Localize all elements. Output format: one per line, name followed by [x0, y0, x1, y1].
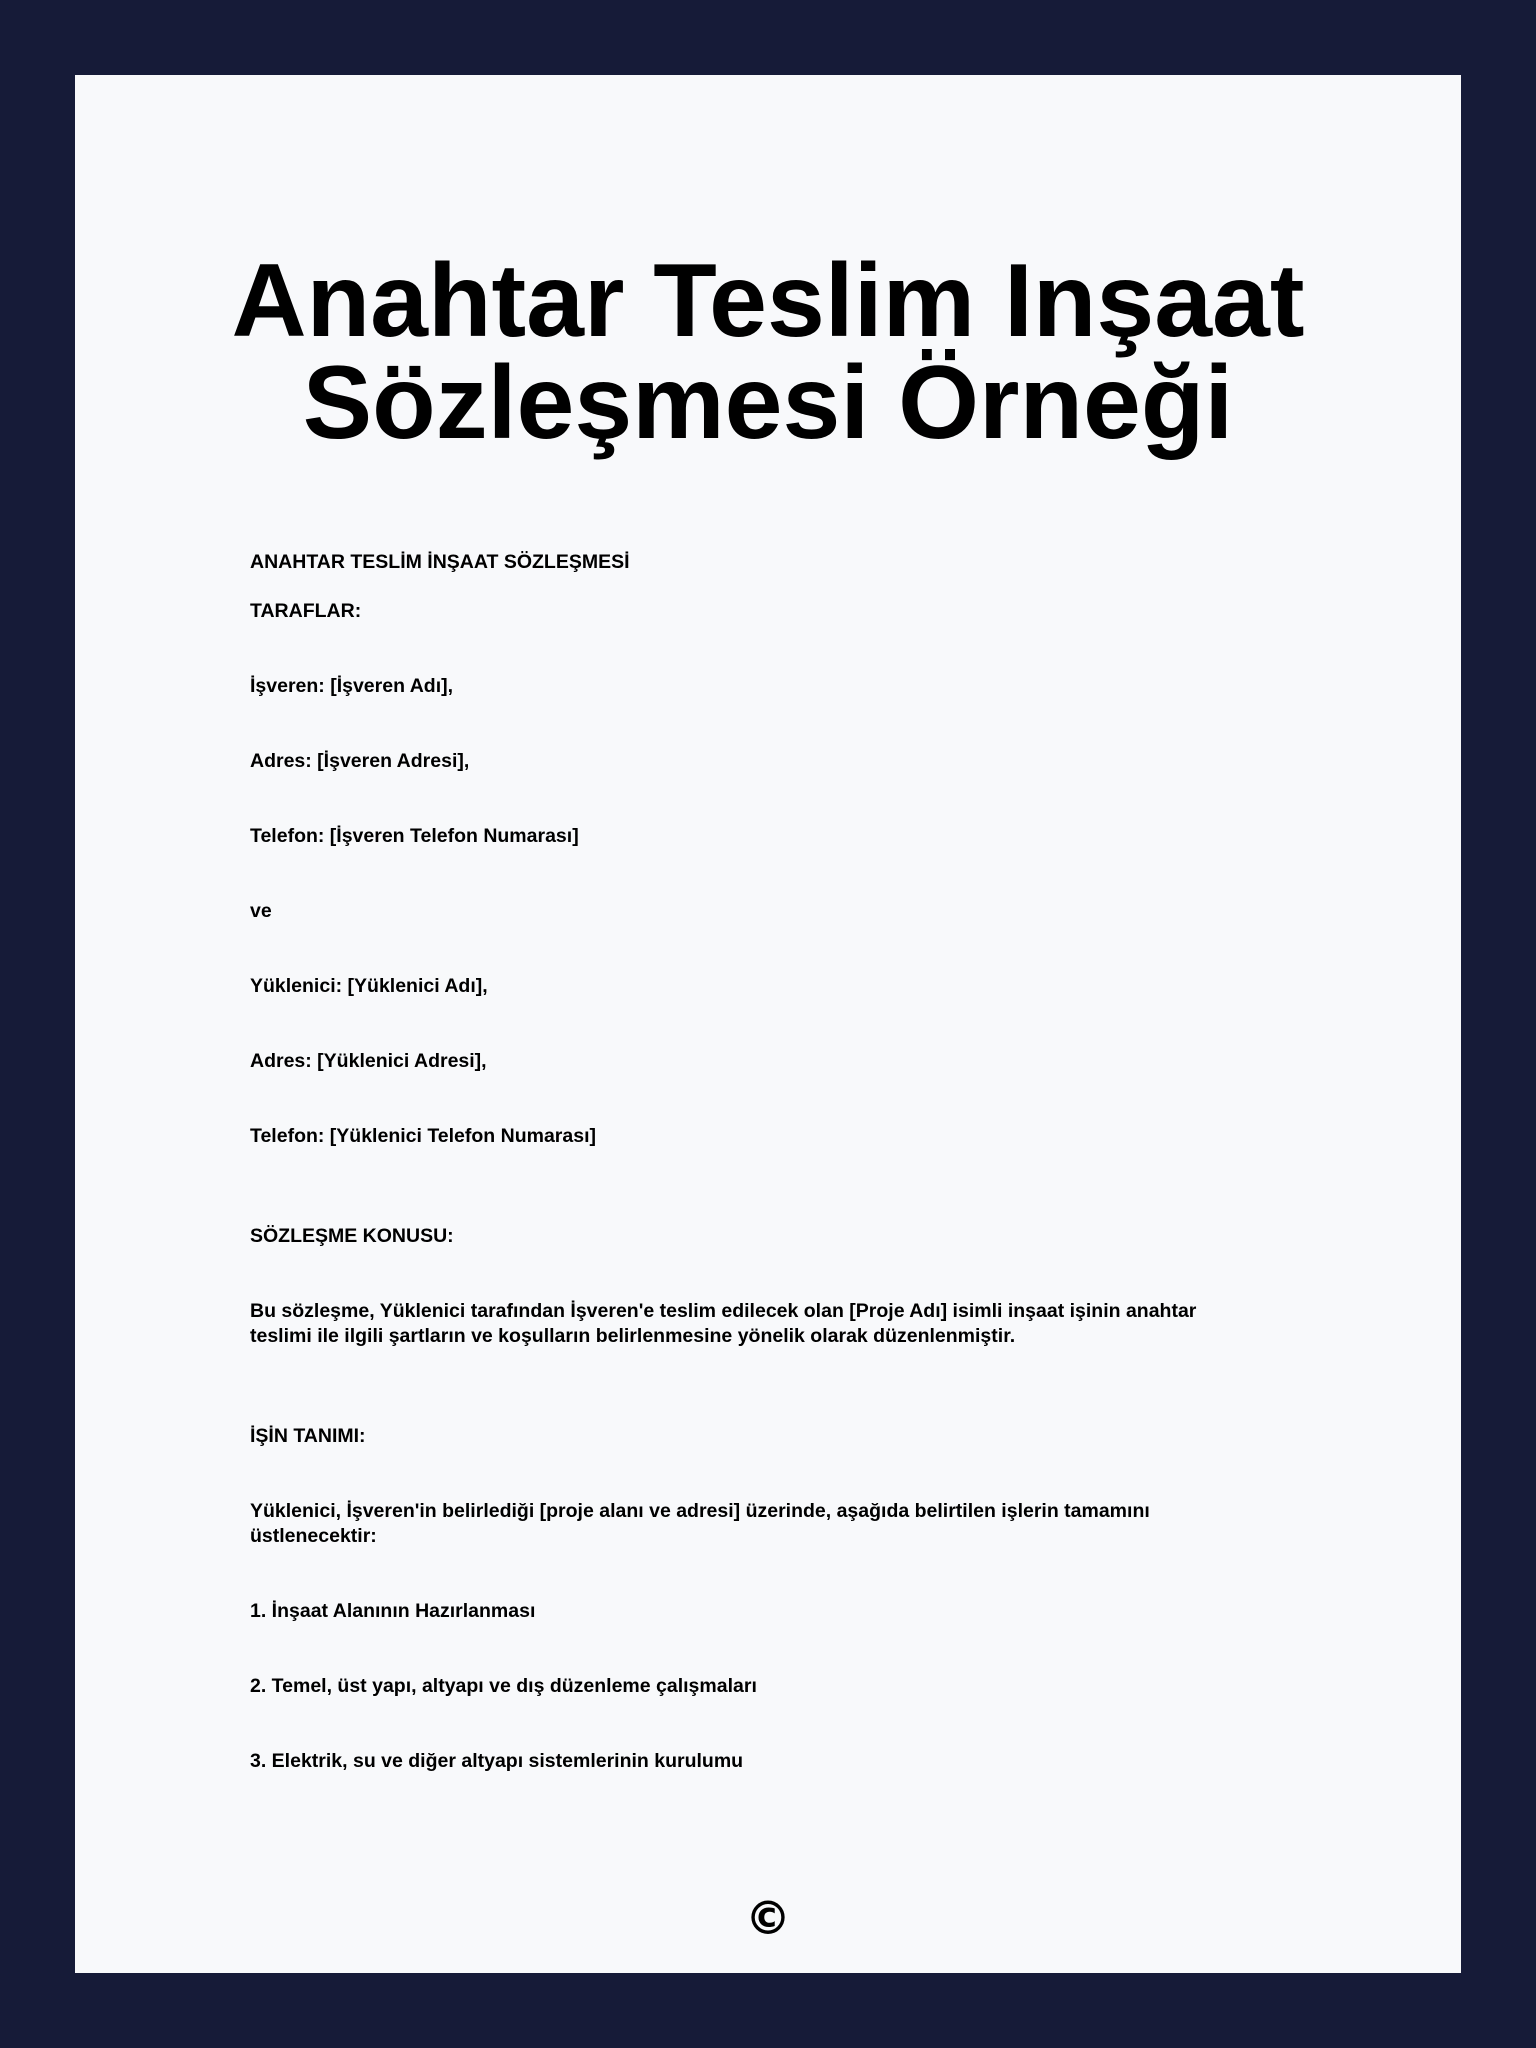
employer-address: Adres: [İşveren Adresi], — [250, 750, 470, 772]
title-line-2: Sözleşmesi Örneği — [302, 345, 1234, 461]
subject-heading: SÖZLEŞME KONUSU: — [250, 1225, 454, 1247]
employer-phone: Telefon: [İşveren Telefon Numarası] — [250, 825, 579, 847]
contractor-phone: Telefon: [Yüklenici Telefon Numarası] — [250, 1125, 597, 1147]
work-heading: İŞİN TANIMI: — [250, 1425, 366, 1447]
employer-name: İşveren: [İşveren Adı], — [250, 675, 454, 697]
copyright-icon: © — [745, 1891, 791, 1945]
parties-heading: TARAFLAR: — [250, 600, 362, 622]
work-item-3: 3. Elektrik, su ve diğer altyapı sistemlerinin kurulumu — [250, 1750, 744, 1772]
work-paragraph: Yüklenici, İşveren'in belirlediği [proje alanı ve adresi] üzerinde, aşağıda belirtilen işlerin tamamını üstlenecektir: — [250, 1500, 1150, 1547]
work-item-2: 2. Temel, üst yapı, altyapı ve dış düzenleme çalışmaları — [250, 1675, 757, 1697]
work-item-1: 1. İnşaat Alanının Hazırlanması — [250, 1600, 536, 1622]
contractor-address: Adres: [Yüklenici Adresi], — [250, 1050, 487, 1072]
contract-heading: ANAHTAR TESLİM İNŞAAT SÖZLEŞMESİ — [250, 551, 630, 573]
subject-paragraph: Bu sözleşme, Yüklenici tarafından İşveren'e teslim edilecek olan [Proje Adı] isimli inşaat işinin anahtar teslimi ile ilgili şartların ve koşulların belirlenmesine yönelik olarak düzenlenmiştir. — [250, 1300, 1197, 1347]
document-title — [75, 243, 1461, 461]
title-line-1: Anahtar Teslim Inşaat — [231, 243, 1305, 359]
conjunction-text: ve — [250, 900, 272, 922]
document-page — [75, 75, 1461, 1973]
contractor-name: Yüklenici: [Yüklenici Adı], — [250, 975, 488, 997]
